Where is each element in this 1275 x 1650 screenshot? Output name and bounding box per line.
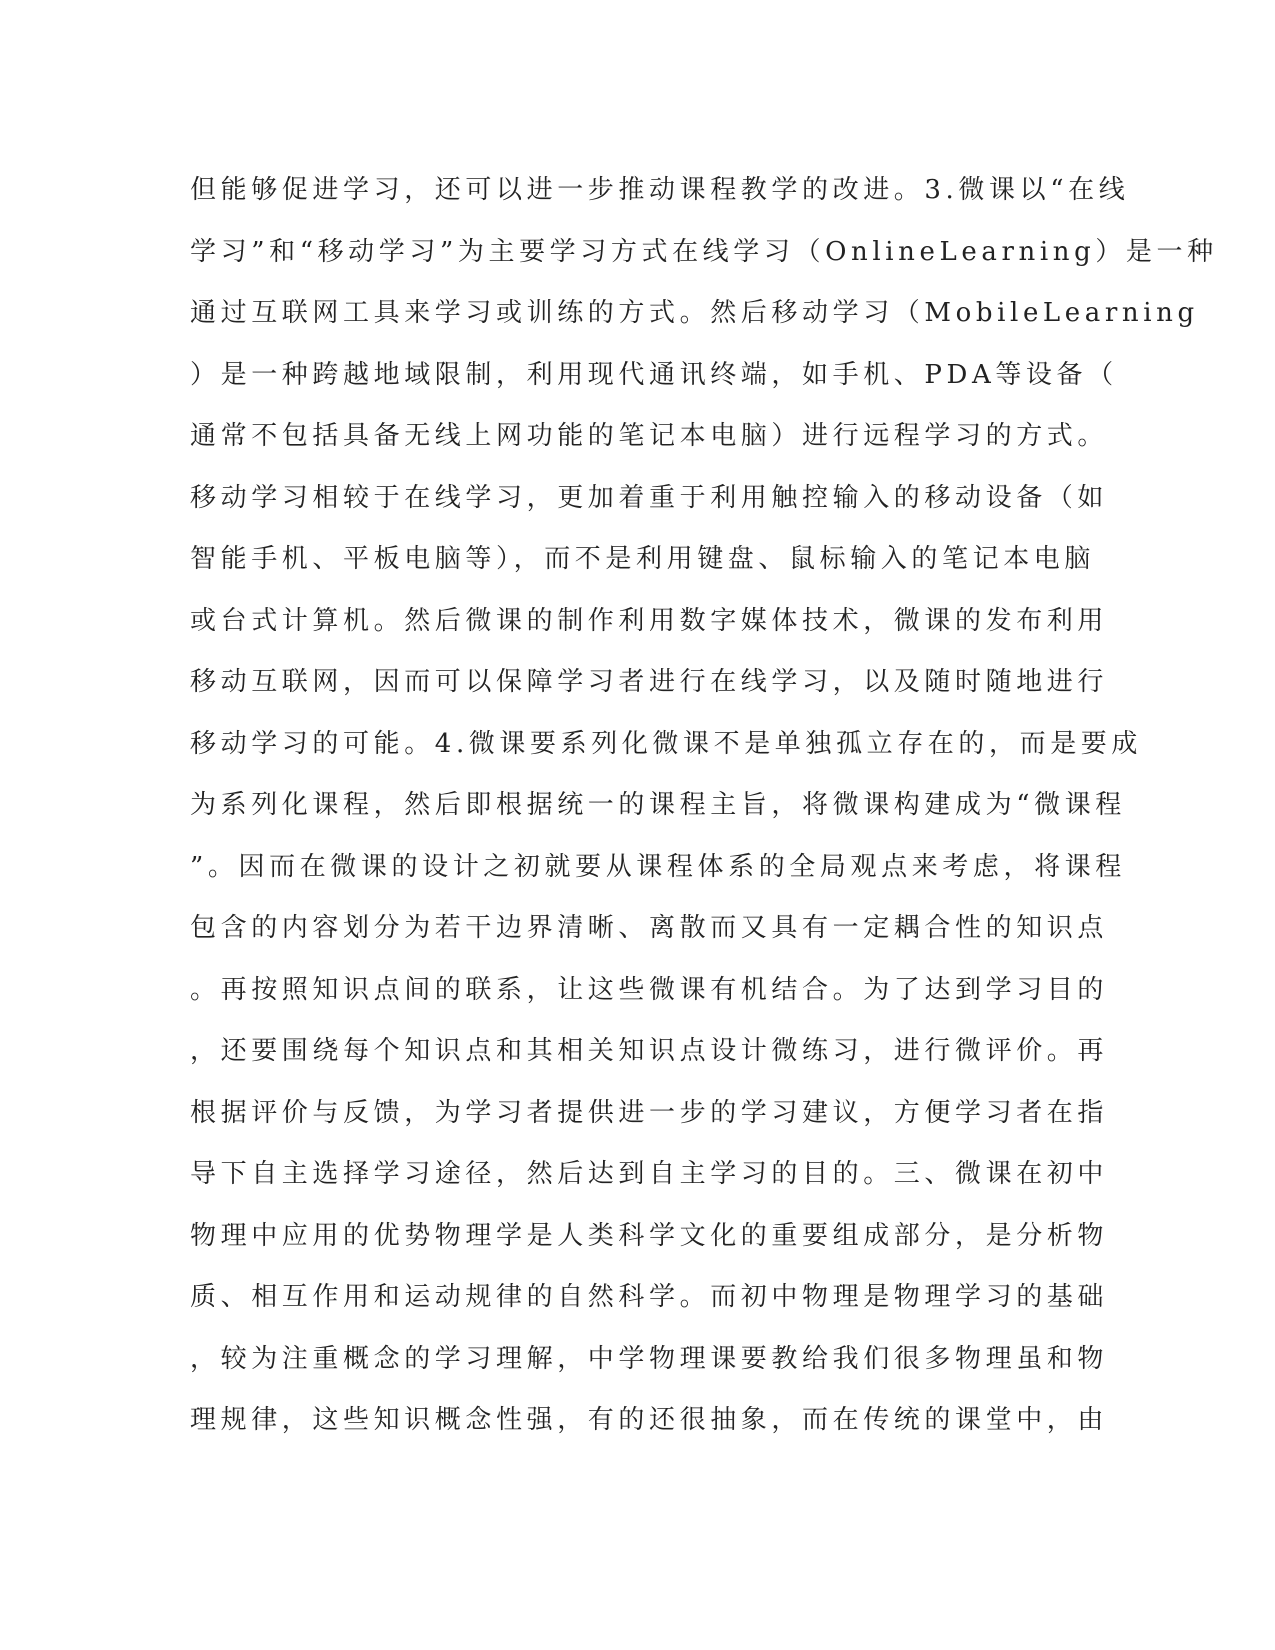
text-line-9: 移动互联网，因而可以保障学习者进行在线学习，以及随时随地进行 (190, 667, 1109, 697)
text-line-6: 移动学习相较于在线学习，更加着重于利用触控输入的移动设备（如 (190, 482, 1109, 513)
body-text (190, 160, 1218, 1452)
text-line-14: 。再按照知识点间的联系，让这些微课有机结合。为了达到学习目的 (190, 974, 1109, 1005)
text-line-18: 物理中应用的优势物理学是人类科学文化的重要组成部分，是分析物 (190, 1220, 1109, 1251)
text-line-11: 为系列化课程，然后即根据统一的课程主旨，将微课构建成为“微课程 (190, 790, 1126, 820)
text-line-20: ，较为注重概念的学习理解，中学物理课要教给我们很多物理虽和物 (190, 1343, 1109, 1374)
text-line-7: 智能手机、平板电脑等），而不是利用键盘、鼠标输入的笔记本电脑 (190, 544, 1096, 574)
text-line-17: 导下自主选择学习途径，然后达到自主学习的目的。三、微课在初中 (190, 1159, 1109, 1189)
text-line-16: 根据评价与反馈，为学习者提供进一步的学习建议，方便学习者在指 (190, 1097, 1109, 1128)
text-line-19: 质、相互作用和运动规律的自然科学。而初中物理是物理学习的基础 (190, 1282, 1109, 1312)
text-line-12: ”。因而在微课的设计之初就要从课程体系的全局观点来考虑，将课程 (190, 851, 1126, 882)
text-line-2: 学习”和“移动学习”为主要学习方式在线学习（OnlineLearning）是一种 (190, 236, 1218, 267)
text-line-13: 包含的内容划分为若干边界清晰、离散而又具有一定耦合性的知识点 (190, 913, 1109, 943)
text-line-1: 但能够促进学习，还可以进一步推动课程教学的改进。3.微课以“在线 (190, 175, 1130, 205)
text-line-8: 或台式计算机。然后微课的制作利用数字媒体技术，微课的发布利用 (190, 605, 1109, 636)
text-line-10: 移动学习的可能。4.微课要系列化微课不是单独孤立存在的，而是要成 (190, 728, 1143, 759)
text-line-5: 通常不包括具备无线上网功能的笔记本电脑）进行远程学习的方式。 (190, 421, 1109, 451)
text-line-3: 通过互联网工具来学习或训练的方式。然后移动学习（MobileLearning (190, 298, 1199, 328)
text-line-21: 理规律，这些知识概念性强，有的还很抽象，而在传统的课堂中，由 (190, 1405, 1109, 1435)
text-line-15: ，还要围绕每个知识点和其相关知识点设计微练习，进行微评价。再 (190, 1036, 1109, 1066)
text-line-4: ）是一种跨越地域限制，利用现代通讯终端，如手机、PDA等设备（ (190, 359, 1118, 390)
